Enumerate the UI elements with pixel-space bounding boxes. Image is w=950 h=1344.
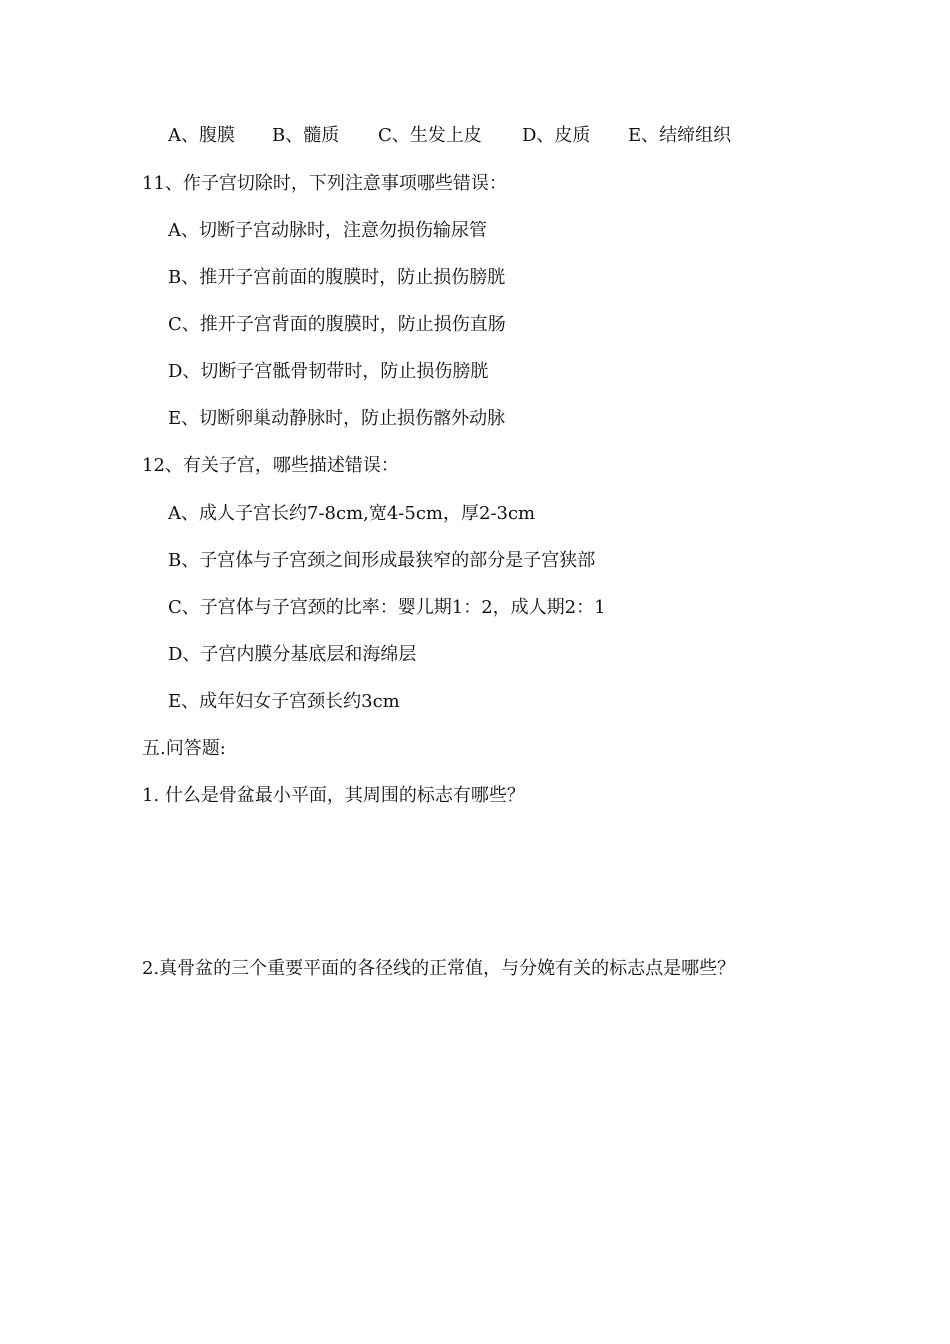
q10-option-d: D、皮质 bbox=[522, 125, 591, 146]
short-answer-question-1: 1. 什么是骨盆最小平面，其周围的标志有哪些？ bbox=[142, 785, 525, 806]
q11-option-d: D、切断子宫骶骨韧带时，防止损伤膀胱 bbox=[168, 361, 489, 382]
q11-stem: 11、作子宫切除时，下列注意事项哪些错误： bbox=[142, 173, 507, 194]
q10-option-c: C、生发上皮 bbox=[378, 125, 482, 146]
q12-stem: 12、有关子宫，哪些描述错误： bbox=[142, 455, 399, 476]
q12-option-e: E、成年妇女子宫颈长约3cm bbox=[168, 691, 400, 712]
q12-option-b: B、子宫体与子宫颈之间形成最狭窄的部分是子宫狭部 bbox=[168, 550, 596, 571]
q12-option-a: A、成人子宫长约7-8cm,宽4-5cm，厚2-3cm bbox=[168, 503, 536, 524]
q10-option-a: A、腹膜 bbox=[168, 125, 235, 146]
q10-options-row bbox=[168, 124, 758, 148]
short-answer-question-2: 2.真骨盆的三个重要平面的各径线的正常值，与分娩有关的标志点是哪些？ bbox=[142, 958, 736, 979]
q12-option-c: C、子宫体与子宫颈的比率：婴儿期1：2，成人期2：1 bbox=[168, 597, 606, 618]
q11-option-c: C、推开子宫背面的腹膜时，防止损伤直肠 bbox=[168, 314, 506, 335]
q10-option-b: B、髓质 bbox=[272, 125, 340, 146]
q10-option-e: E、结缔组织 bbox=[628, 125, 732, 146]
section5-heading: 五.问答题: bbox=[142, 738, 226, 759]
q11-option-e: E、切断卵巢动静脉时，防止损伤髂外动脉 bbox=[168, 408, 506, 429]
q12-option-d: D、子宫内膜分基底层和海绵层 bbox=[168, 644, 417, 665]
q11-option-b: B、推开子宫前面的腹膜时，防止损伤膀胱 bbox=[168, 267, 506, 288]
q11-option-a: A、切断子宫动脉时，注意勿损伤输尿管 bbox=[168, 220, 487, 241]
